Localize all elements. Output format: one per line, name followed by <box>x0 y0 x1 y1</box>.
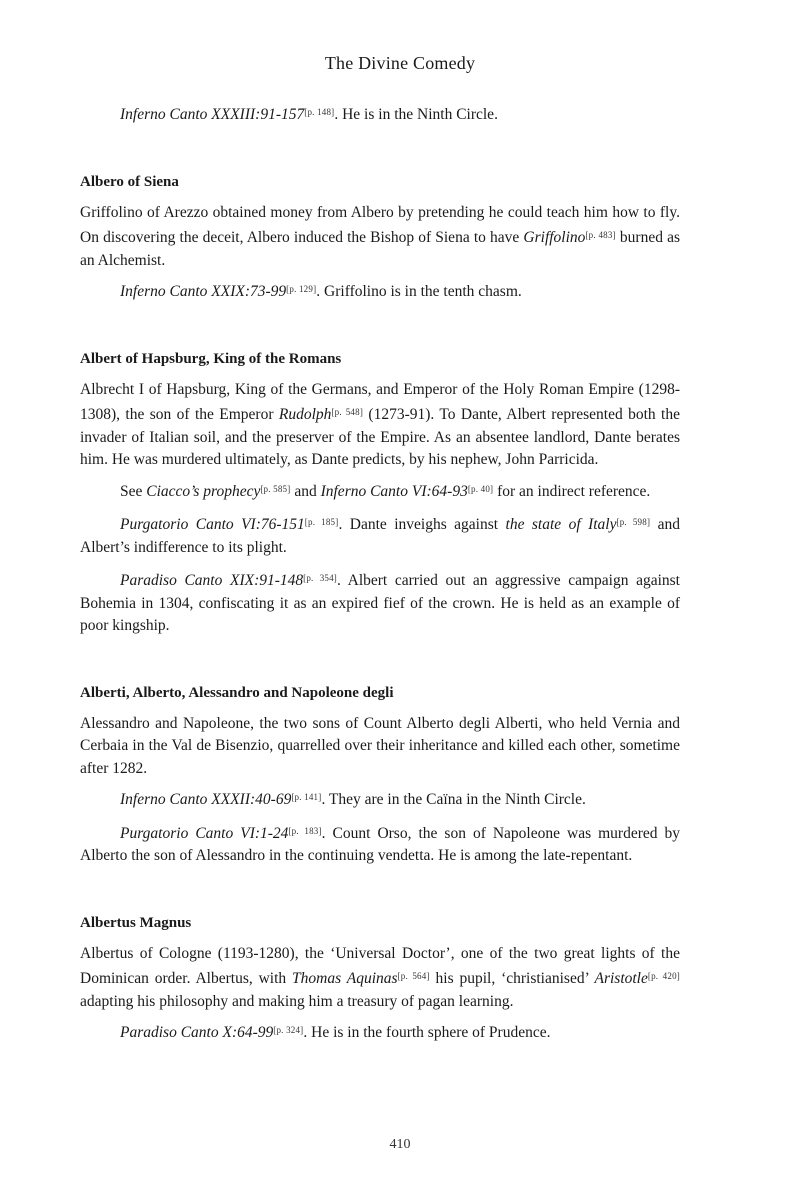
cross-ref-link-aristotle[interactable]: Aristotle <box>594 970 648 987</box>
body-text: (1273-91). To Dante, Albert represented both the invader of Italian soil, and the preserver of the Empire. As an absentee landlord, Dante berates him. He was murdered ultimately, as Dante predicts, by his nephew, John Parricida. <box>80 406 680 468</box>
see-label: See <box>120 482 147 500</box>
page-ref: [p. 483] <box>585 230 616 240</box>
reference-text: for an indirect reference. <box>493 482 651 500</box>
page-ref: [p. 141] <box>291 792 322 802</box>
canto-reference <box>80 820 680 868</box>
body-text: burned as an Alchemist. <box>80 229 680 269</box>
body-text: adapting his philosophy and making him a treasury of pagan learning. <box>80 992 514 1010</box>
body-text: Albertus of Cologne (1193-1280), the ‘Universal Doctor’, one of the two great lights of the Dominican order. Albertus, with <box>80 944 680 987</box>
canto-reference <box>80 1019 680 1045</box>
reference-link[interactable]: Paradiso Canto X:64-99 <box>120 1024 274 1041</box>
page-ref: [p. 183] <box>288 825 322 836</box>
reference-text: . He is in the Ninth Circle. <box>334 106 498 123</box>
entry-heading: Albert of Hapsburg, King of the Romans <box>80 350 342 367</box>
page-ref: [p. 129] <box>286 284 317 294</box>
entry-heading: Albero of Siena <box>80 173 179 190</box>
page-ref: [p. 585] <box>260 483 291 494</box>
reference-text: . He is in the fourth sphere of Prudence. <box>303 1024 551 1041</box>
page-ref: [p. 40] <box>467 483 494 494</box>
page-content <box>80 101 680 1045</box>
entry-heading: Albertus Magnus <box>80 914 192 931</box>
page-number: 410 <box>389 1137 411 1152</box>
entry-albert-of-hapsburg <box>80 349 680 638</box>
cross-ref-link-state-of-italy[interactable]: the state of Italy <box>505 516 617 533</box>
page-ref: [p. 598] <box>616 517 651 527</box>
canto-reference <box>80 511 680 559</box>
see-reference <box>80 478 680 504</box>
cross-ref-link-thomas-aquinas[interactable]: Thomas Aquinas <box>292 970 398 987</box>
page-ref: [p. 564] <box>397 971 430 981</box>
reference-link[interactable]: Inferno Canto XXIX:73-99 <box>120 283 287 300</box>
cross-ref-link-ciacco[interactable]: Ciacco’s prophecy <box>146 482 261 500</box>
entry-body <box>80 943 680 1014</box>
entry-heading: Alberti, Alberto, Alessandro and Napoleone degli <box>80 684 394 701</box>
page-ref: [p. 324] <box>273 1025 304 1035</box>
reference-text: . Griffolino is in the tenth chasm. <box>316 283 522 300</box>
body-text: Albrecht I of Hapsburg, King of the Germans, and Emperor of the Holy Roman Empire (1298-1308), the son of the Emperor <box>80 380 680 423</box>
body-text: Griffolino of Arezzo obtained money from Albero by pretending he could teach him how to fly. On discovering the deceit, Albero induced the Bishop of Siena to have <box>80 203 680 246</box>
reference-link[interactable]: Purgatorio Canto VI:1-24 <box>120 824 289 842</box>
page-ref: [p. 185] <box>304 517 339 527</box>
reference-text: . Albert carried out an aggressive campaign against Bohemia in 1304, confiscating it as an expired fief of the crown. He is held as an example of poor kingship. <box>80 572 680 634</box>
page-ref: [p. 420] <box>647 971 680 981</box>
carry-over-reference <box>80 101 680 127</box>
canto-reference <box>80 278 680 304</box>
reference-text: . They are in the Caïna in the Ninth Circle. <box>321 791 586 808</box>
reference-link[interactable]: Paradiso Canto XIX:91-148 <box>120 572 304 589</box>
entry-albero-of-siena <box>80 172 680 304</box>
reference-link[interactable]: Inferno Canto VI:64-93 <box>320 482 468 500</box>
reference-link[interactable]: Purgatorio Canto VI:76-151 <box>120 516 305 533</box>
reference-text: . Count Orso, the son of Napoleone was murdered by Alberto the son of Alessandro in the continuing vendetta. He is among the late-repentant. <box>80 824 681 864</box>
page-ref: [p. 354] <box>303 573 337 583</box>
page-ref: [p. 548] <box>331 407 364 417</box>
reference-text: and <box>290 482 321 500</box>
entry-alberti <box>80 683 680 868</box>
cross-ref-link-rudolph[interactable]: Rudolph <box>278 406 332 423</box>
entry-albertus-magnus <box>80 913 680 1045</box>
reference-text: . Dante inveighs against <box>338 516 506 533</box>
page-ref: [p. 148] <box>304 107 335 117</box>
entry-body: Alessandro and Napoleone, the two sons of Count Alberto degli Alberti, who held Vernia and Cerbaia in the Val de Bisenzio, quarrelled over their inheritance and killed each other, sometime after 1282. <box>80 714 680 777</box>
entry-body <box>80 202 680 273</box>
reference-link[interactable]: Inferno Canto XXXIII:91-157 <box>120 106 305 123</box>
reference-link[interactable]: Inferno Canto XXXII:40-69 <box>120 791 292 808</box>
reference-text: and Albert’s indifference to its plight. <box>80 516 680 556</box>
entry-body <box>80 379 680 472</box>
canto-reference <box>80 567 680 638</box>
canto-reference <box>80 786 680 812</box>
cross-ref-link-griffolino[interactable]: Griffolino <box>523 229 586 246</box>
body-text: his pupil, ‘christianised’ <box>429 970 595 987</box>
running-head: The Divine Comedy <box>324 53 476 73</box>
